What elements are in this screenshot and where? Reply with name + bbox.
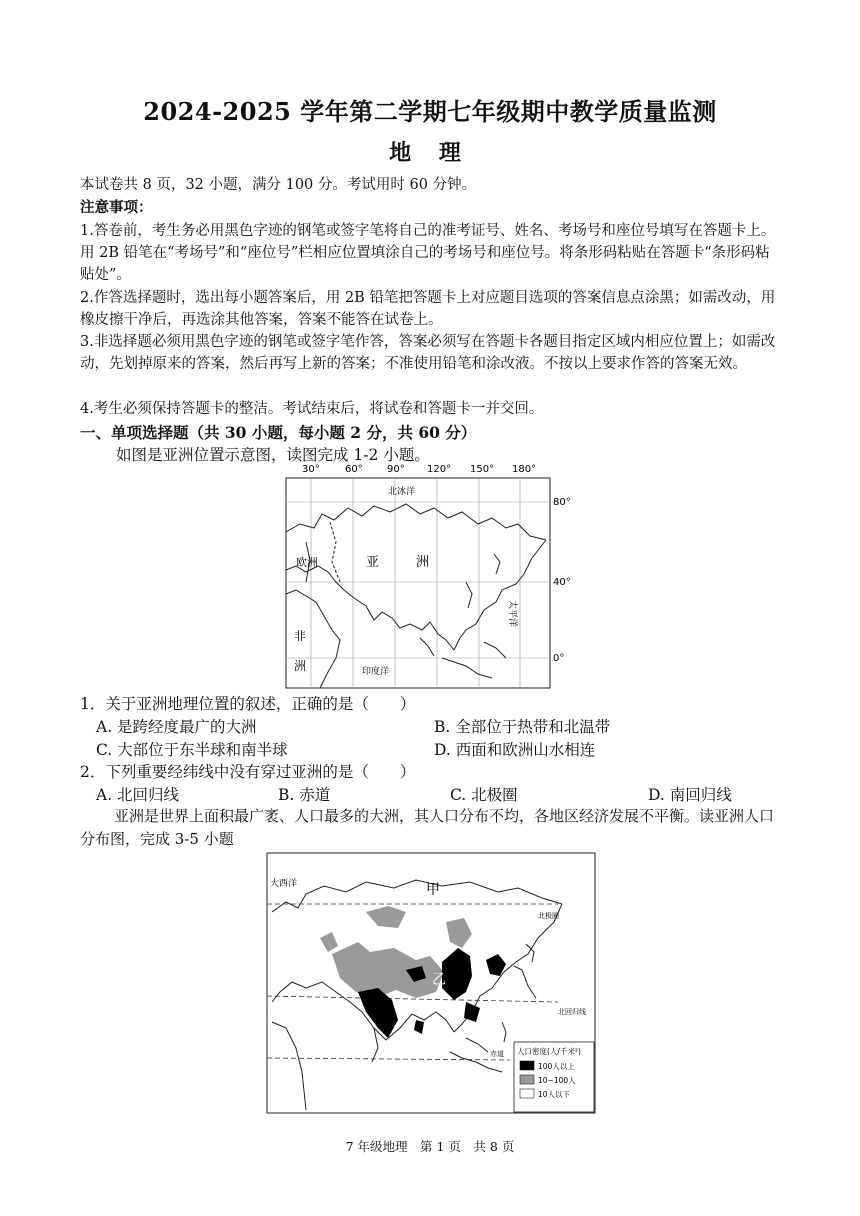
graticule [286,478,550,688]
africa-label-b: 洲 [294,659,307,673]
lon-label: 180° [512,464,537,475]
lat-label: 80° [553,497,571,508]
coastlines [286,504,546,688]
region-jia-label: 甲 [426,882,440,898]
legend-swatch-mid [520,1075,534,1084]
page-footer: 7 年级地理 第 1 页 共 8 页 [345,1139,515,1154]
arctic-ocean-label: 北冰洋 [388,487,416,497]
atlantic-ocean-label: 大西洋 [270,879,298,889]
question-2-option-c: C. 北极圈 [450,786,518,804]
question-lead-1: 如图是亚洲位置示意图，读图完成 1-2 小题。 [116,446,430,464]
subject-title: 地 理 [389,140,471,166]
longitude-labels [302,464,536,475]
question-2-stem: 2．下列重要经纬线中没有穿过亚洲的是（ ） [80,763,416,781]
asia-population-map [266,852,598,1118]
notice-item-3: 3.非选择题必须用黑色字迹的钢笔或签字笔作答，答案必须写在答题卡各题目指定区域内相应位置上；如需改动，先划掉原来的答案，然后再写上新的答案；不准使用铅笔和涂改液。不按以上要求作答的答案无效。 [80,334,776,372]
notice-item-4: 4.考生必须保持答题卡的整洁。考试结束后，将试卷和答题卡一并交回。 [80,401,544,417]
latitude-labels [553,497,571,664]
legend-label-mid: 10~100人 [538,1076,576,1085]
notice-heading: 注意事项： [80,199,153,216]
exam-intro: 本试卷共 8 页，32 小题，满分 100 分。考试用时 60 分钟。 [80,177,477,193]
question-1-option-d: D. 西面和欧洲山水相连 [434,741,596,759]
lon-label: 150° [470,464,495,475]
indian-ocean-label: 印度洋 [362,667,390,677]
asia-label-a: 亚 [366,555,380,570]
notice-item-2: 2.作答选择题时，选出每小题答案后，用 2B 铅笔把答题卡上对应题目选项的答案信息点涂黑；如需改动，用橡皮擦干净后，再选涂其他答案，答案不能答在试卷上。 [80,290,776,328]
question-2-option-a: A. 北回归线 [96,786,180,804]
population-legend [514,1042,594,1112]
question-1-option-b: B. 全部位于热带和北温带 [434,718,611,736]
legend-label-low: 10人以下 [538,1090,571,1099]
arctic-circle-label: 北极圈 [538,912,559,920]
legend-title: 人口密度(人/千米²) [517,1047,581,1056]
question-1-stem: 1．关于亚洲地理位置的叙述，正确的是（ ） [80,695,416,713]
lat-label: 40° [553,577,571,588]
map-frame [286,478,550,688]
legend-swatch-low [520,1089,534,1098]
lat-label: 0° [553,653,565,664]
notice-item-1: 1.答卷前，考生务必用黑色字迹的钢笔或签字笔将自己的准考证号、姓名、考场号和座位号填写在答题卡上。用 2B 铅笔在“考场号”和“座位号”栏相应位置填涂自己的考场号和座位号。将条形码粘贴在答题卡“条形码粘贴处”。 [80,223,776,283]
region-yi-label: 乙 [432,972,446,988]
question-2-option-d: D. 南回归线 [648,786,732,804]
africa-label-a: 非 [294,629,307,643]
lon-label: 90° [387,464,405,475]
question-1-option-c: C. 大部位于东半球和南半球 [96,741,288,759]
section-heading: 一、单项选择题（共 30 小题，每小题 2 分，共 60 分） [80,423,477,442]
pacific-ocean-label: 太平洋 [507,600,517,628]
continent-boundary [330,522,340,582]
exam-title: 2024-2025 学年第二学期七年级期中教学质量监测 [143,97,717,126]
legend-swatch-high [520,1061,534,1070]
question-1-option-a: A. 是跨经度最广的大洲 [96,718,257,736]
europe-label: 欧洲 [296,556,318,569]
lon-label: 60° [345,464,363,475]
tropic-label: 北回归线 [558,1008,586,1016]
legend-label-high: 100人以上 [538,1062,575,1071]
question-lead-2: 亚洲是世界上面积最广袤、人口最多的大洲，其人口分布不均，各地区经济发展不平衡。读亚洲人口分布图，完成 3-5 小题 [80,807,775,848]
asia-position-map [270,462,590,692]
question-2-option-b: B. 赤道 [278,786,331,804]
lon-label: 120° [427,464,452,475]
asia-label-b: 洲 [416,555,430,570]
equator-label: 赤道 [490,1050,504,1058]
lon-label: 30° [302,464,320,475]
